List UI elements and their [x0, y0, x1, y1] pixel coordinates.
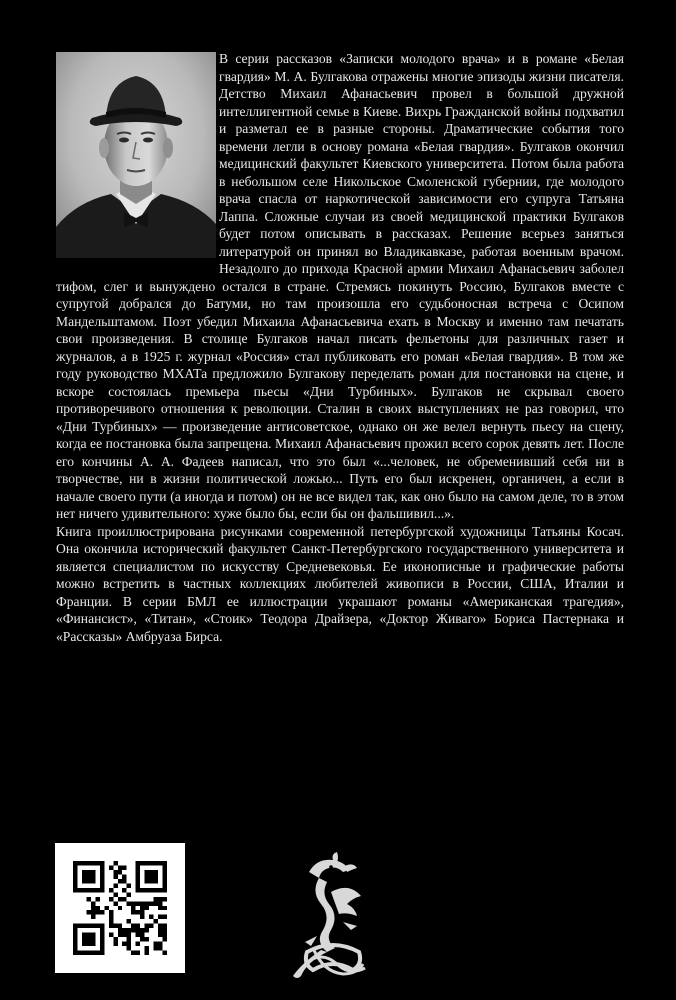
- dragon-emblem-icon: [287, 852, 379, 980]
- qr-code-icon: [55, 843, 185, 973]
- paragraph-illustrator: Книга проиллюстрирована рисунками современной петербургской художницы Татьяны Косач. Она окончила исторический факультет Санкт-Петербургского государственного университета и является специалистом по искусству Средневековья. Ее иконописные и графические работы можно встретить в частных коллекциях любителей живописи в России, США, Италии и Франции. В серии БМЛ ее иллюстрации украшают романы «Американская трагедия», «Финансист», «Титан», «Стоик» Теодора Драйзера, «Доктор Живаго» Бориса Пастернака и «Рассказы» Амбруаза Бирса.: [56, 523, 624, 644]
- paragraph-biography: В серии рассказов «Записки молодого врача» и в романе «Белая гвардия» М. А. Булгакова отражены многие эпизоды жизни писателя. Детство Михаил Афанасьевич провел в большой дружной интеллигентной семье в Киеве. Вихрь Гражданской войны подхватил и разметал ее в разные стороны. Драматические события того времени легли в основу романа «Белая гвардия». Булгаков окончил медицинский факультет Киевского университета. Потом была работа в небольшом селе Никольское Смоленской губернии, где молодого врача спасла от наркотической зависимости его супруга Татьяна Лаппа. Сложные случаи из своей медицинской практики Булгаков будет потом описывать в рассказах. Решение всерьез заняться литературой он принял во Владикавказе, работая военным врачом. Незадолго до прихода Красной армии Михаил Афанасьевич заболел тифом, слег и вынуждено остался в стране. Стремясь покинуть Россию, Булгаков вместе с супругой добрался до Батуми, но там произошла его судьбоносная встреча с Осипом Мандельштамом. Поэт убедил Михаила Афанасьевича ехать в Москву и именно там печатать свои произведения. В столице Булгаков начал писать фельетоны для различных газет и журналов, а в 1925 г. журнал «Россия» стал публиковать его роман «Белая гвардия». В том же году руководство МХАТа предложило Булгакову переделать роман для постановки на сцене, и вскоре состоялась премьера пьесы «Дни Турбиных». Булгаков не скрывал своего противоречивого отношения к революции. Сталин в своих выступлениях не раз говорил, что «Дни Турбиных» — произведение антисоветское, однако он же велел вернуть пьесу на сцену, когда ее постановка была запрещена. Михаил Афанасьевич прожил всего сорок девять лет. После его кончины А. А. Фадеев написал, что это был «...человек, не обременивший себя ни в творчестве, ни в жизни политической ложью... Путь его был искренен, органичен, а если в начале своего пути (а иногда и потом) он не все видел так, как оно было на самом деле, то в этом нет ничего удивительного: хуже было бы, если бы он фальшивил...».: [56, 51, 624, 521]
- portrait-float-space: [56, 50, 219, 264]
- annotation-text: [56, 50, 624, 645]
